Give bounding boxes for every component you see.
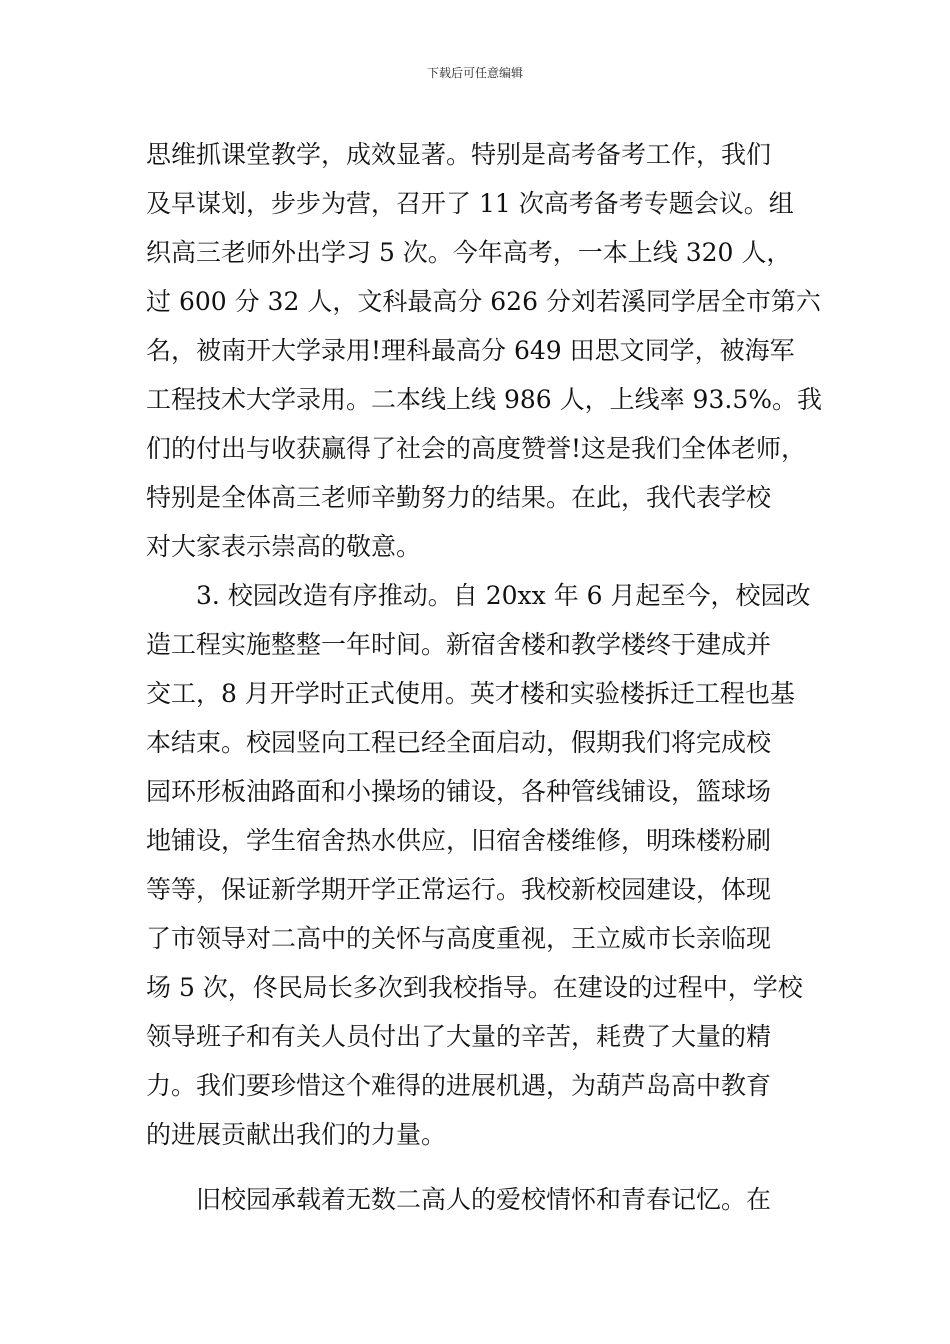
text-line: 工程技术大学录用。二本线上线 986 人，上线率 93.5%。我 <box>146 385 822 414</box>
text-line: 旧校园承载着无数二高人的爱校情怀和青春记忆。在 <box>146 1185 772 1214</box>
text-line: 名，被南开大学录用!理科最高分 649 田思文同学，被海军 <box>146 336 795 365</box>
text-line: 场 5 次，佟民局长多次到我校指导。在建设的过程中，学校 <box>146 973 803 1002</box>
text-line: 造工程实施整整一年时间。新宿舍楼和教学楼终于建成并 <box>146 630 772 659</box>
text-line: 过 600 分 32 人，文科最高分 626 分刘若溪同学居全市第六 <box>146 287 821 316</box>
text-line: 了市领导对二高中的关怀与高度重视，王立威市长亲临现 <box>146 924 772 953</box>
text-line: 及早谋划，步步为营，召开了 11 次高考备考专题会议。组 <box>146 189 794 218</box>
paragraph <box>146 1175 826 1224</box>
text-line: 等等，保证新学期开学正常运行。我校新校园建设，体现 <box>146 875 772 904</box>
document-body <box>146 130 826 1224</box>
text-line: 力。我们要珍惜这个难得的进展机遇，为葫芦岛高中教育 <box>146 1071 772 1100</box>
text-line: 地铺设，学生宿舍热水供应，旧宿舍楼维修，明珠楼粉刷 <box>146 826 772 855</box>
text-line: 织高三老师外出学习 5 次。今年高考，一本上线 320 人， <box>146 238 792 267</box>
text-line: 本结束。校园竖向工程已经全面启动，假期我们将完成校 <box>146 728 772 757</box>
text-line: 的进展贡献出我们的力量。 <box>146 1120 447 1149</box>
text-line: 思维抓课堂教学，成效显著。特别是高考备考工作，我们 <box>146 140 772 169</box>
text-line: 园环形板油路面和小操场的铺设，各种管线铺设，篮球场 <box>146 777 772 806</box>
paragraph <box>146 130 826 571</box>
paragraph <box>146 571 826 1159</box>
text-line: 3. 校园改造有序推动。自 20xx 年 6 月起至今，校园改 <box>146 581 811 610</box>
paragraph-spacer <box>146 1159 826 1175</box>
text-line: 对大家表示崇高的敬意。 <box>146 532 422 561</box>
text-line: 领导班子和有关人员付出了大量的辛苦，耗费了大量的精 <box>146 1022 772 1051</box>
text-line: 特别是全体高三老师辛勤努力的结果。在此，我代表学校 <box>146 483 772 512</box>
text-line: 交工，8 月开学时正式使用。英才楼和实验楼拆迁工程也基 <box>146 679 795 708</box>
text-line: 们的付出与收获赢得了社会的高度赞誉!这是我们全体老师， <box>146 434 807 463</box>
page-header: 下载后可任意编辑 <box>426 66 523 80</box>
